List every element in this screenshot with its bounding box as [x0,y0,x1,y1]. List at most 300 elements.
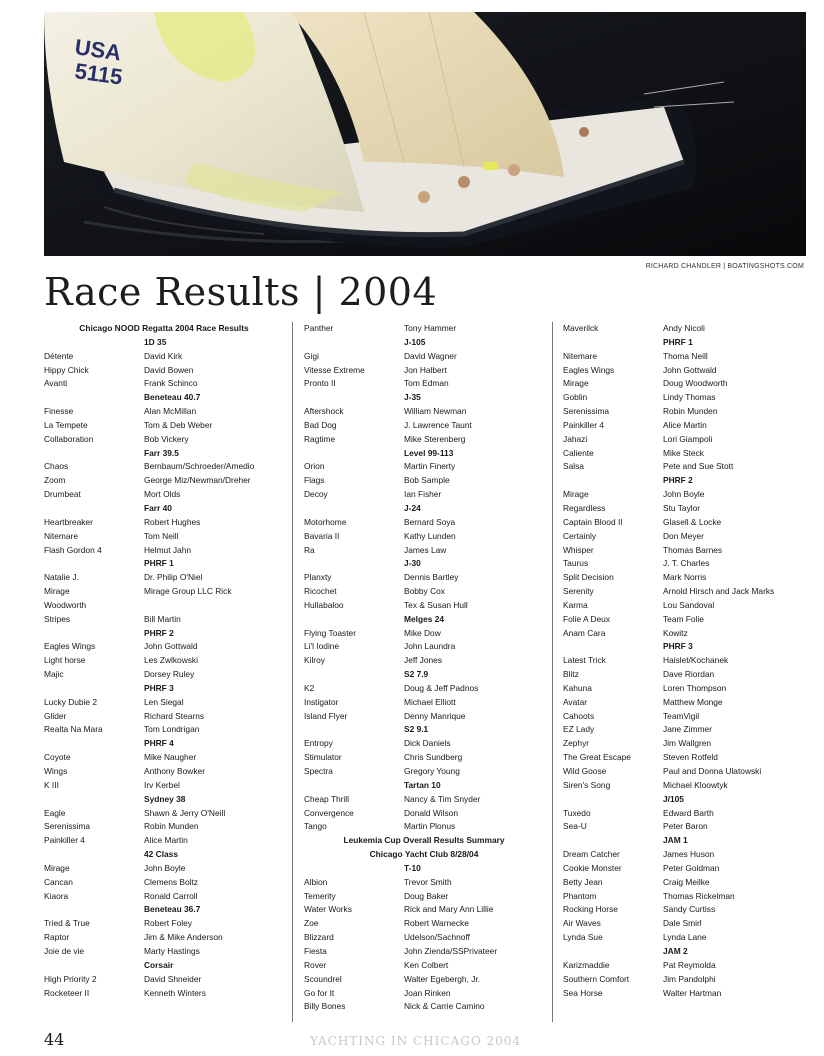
boat-name: Tuxedo [563,807,591,818]
skipper-name: Martin Finerty [404,461,456,472]
boat-name: Mirage [44,862,70,873]
skipper-name: John Gottwald [144,641,198,652]
skipper-name: Dr. Philip O'Niel [144,572,203,583]
class-heading: J-30 [404,558,421,569]
result-row [563,405,803,419]
result-row [563,862,803,876]
skipper-name: Kowitz [663,627,688,638]
skipper-name: Craig Meilke [663,876,710,887]
skipper-name: Bill Martin [144,613,181,624]
skipper-name: Denny Manrique [404,710,466,721]
boat-name: Captain Blood II [563,516,623,527]
skipper-name: Mike Naugher [144,752,197,763]
skipper-name: Haislet/Kochanek [663,655,729,666]
skipper-name: Team Folie [663,613,704,624]
skipper-name: Michael Elliott [404,696,456,707]
boat-name: Tango [304,821,327,832]
boat-name: Siren's Song [563,779,611,790]
result-row [563,557,803,571]
boat-name: High Priority 2 [44,973,97,984]
boat-name: Heartbreaker [44,516,93,527]
boat-name: Zoom [44,475,66,486]
result-row [44,696,284,710]
boat-name: Flags [304,475,325,486]
boat-name: Instigator [304,696,339,707]
result-row [304,876,544,890]
boat-name: Cahoots [563,710,595,721]
boat-name: Nitemare [44,530,78,541]
class-heading: JAM 2 [663,945,688,956]
result-row [563,903,803,917]
boat-name: Go for It [304,987,335,998]
class-heading: Beneteau 36.7 [144,904,201,915]
boat-name: Southern Comfort [563,973,630,984]
result-row [304,627,544,641]
class-heading: PHRF 3 [144,682,174,693]
boat-name: EZ Lady [563,724,595,735]
boat-name: Collaboration [44,433,94,444]
boat-name: Anam Cara [563,627,606,638]
skipper-name: Martin Plonus [404,821,456,832]
skipper-name: Lori Giampoli [663,433,713,444]
boat-name: Air Waves [563,918,601,929]
result-row [44,890,284,904]
column-divider [292,322,293,1022]
result-row [563,460,803,474]
result-row [44,931,284,945]
result-row [563,433,803,447]
skipper-name: Pete and Sue Stott [663,461,734,472]
result-row [44,377,284,391]
result-row [563,987,803,1001]
boat-name: Orion [304,461,325,472]
boat-name: Cheap Thrill [304,793,349,804]
skipper-name: Dick Daniels [404,738,451,749]
boat-name: Avatar [563,696,588,707]
boat-name: Mirage [563,378,589,389]
boat-name: Planxty [304,572,332,583]
result-row [44,917,284,931]
class-heading: Farr 40 [144,502,172,513]
skipper-name: Tony Hammer [404,323,457,333]
class-heading: Tartan 10 [404,779,441,790]
boat-name: Folie A Deux [563,613,611,624]
class-heading: Farr 39.5 [144,447,179,458]
boat-name: Natalie J. [44,572,79,583]
skipper-name: Mike Steck [663,447,704,458]
result-row [563,322,803,336]
boat-name: Chaos [44,461,69,472]
result-row [44,488,284,502]
page-title: Race Results | 2004 [44,270,438,314]
result-row [44,433,284,447]
skipper-name: Anthony Bowker [144,766,205,776]
skipper-name: Thoma Neill [663,350,708,361]
class-heading: S2 9.1 [404,724,429,735]
result-row [304,405,544,419]
result-row [563,488,803,502]
boat-name: La Tempete [44,419,88,430]
skipper-name: Bernard Soya [404,516,456,527]
result-row [563,502,803,516]
skipper-name: Robin Munden [663,406,718,417]
skipper-name: Steven Rotfeld [663,752,718,763]
result-row [304,973,544,987]
boat-name: Karma [563,599,588,610]
boat-name: Flash Gordon 4 [44,544,102,555]
boat-name: Regardless [563,502,606,513]
skipper-name: Dorsey Ruley [144,669,195,680]
boat-name: Fiesta [304,945,327,956]
boat-name: Motorhome [304,516,347,527]
skipper-name: Mirage Group LLC Rick [144,586,232,597]
skipper-name: Chris Sundberg [404,752,463,763]
boat-name: Lynda Sue [563,932,603,943]
skipper-name: J. T. Charles [663,558,710,569]
skipper-name: Dave Riordan [663,669,715,680]
result-row [44,419,284,433]
skipper-name: Nancy & Tim Snyder [404,793,481,804]
result-row [44,364,284,378]
result-row [44,807,284,821]
skipper-name: Robin Munden [144,821,199,832]
skipper-name: William Newman [404,406,467,417]
boat-name: Decoy [304,489,328,500]
result-row [304,433,544,447]
result-row [563,959,803,973]
boat-name: Serenissima [44,821,91,832]
boat-name: Painkiller 4 [563,419,604,430]
skipper-name: Stu Taylor [663,502,701,513]
result-row [44,544,284,558]
result-row [304,322,544,336]
result-row [304,654,544,668]
results-column-1 [44,322,284,1000]
boat-name: Flying Toaster [304,627,356,638]
skipper-name: John Zienda/SSPrivateer [404,945,498,956]
result-row [563,807,803,821]
result-row [304,820,544,834]
class-heading: Leukemia Cup Overall Results Summary [343,835,505,846]
boat-name: K III [44,779,59,790]
boat-name: Coyote [44,752,71,763]
result-row [563,627,803,641]
result-row [563,876,803,890]
result-row [44,820,284,834]
result-row [304,903,544,917]
result-row [304,599,544,613]
skipper-name: David Wagner [404,350,457,361]
boat-name: Caliente [563,447,594,458]
boat-name: Temerity [304,890,336,901]
boat-name: Latest Trick [563,655,606,666]
result-row [563,419,803,433]
boat-name: Maverilck [563,323,599,333]
boat-name: Eagles Wings [563,364,615,375]
skipper-name: Kenneth Winters [144,987,206,998]
boat-name: Kahuna [563,682,592,693]
sail-number-digits: 5115 [73,58,125,90]
boat-name: Ricochet [304,586,337,597]
class-heading: T-10 [404,862,421,873]
boat-name: Light horse [44,655,86,666]
result-row [304,544,544,558]
result-row [44,751,284,765]
result-row [304,931,544,945]
result-row [44,516,284,530]
boat-name: Majic [44,669,64,680]
skipper-name: Jon Halbert [404,364,447,375]
boat-name: Sea Horse [563,987,603,998]
skipper-name: Gregory Young [404,766,460,776]
class-heading: J/105 [663,793,684,804]
skipper-name: Jeff Jones [404,655,443,666]
class-heading: JAM 1 [663,835,688,846]
result-row [44,571,284,585]
result-row [44,654,284,668]
skipper-name: Edward Barth [663,807,714,818]
result-row [563,585,803,599]
result-row [44,668,284,682]
result-row [563,599,803,613]
result-row [563,447,803,461]
boat-name: Kiaora [44,890,69,901]
skipper-name: Paul and Donna Ulatowski [663,766,762,776]
boat-name: Painkiller 4 [44,835,85,846]
boat-name: Goblin [563,392,588,403]
skipper-name: Doug Woodworth [663,378,728,389]
result-row [44,876,284,890]
class-heading: Melges 24 [404,613,445,624]
result-row [44,723,284,737]
result-row [304,710,544,724]
class-heading: Sydney 38 [144,793,186,804]
result-row [44,474,284,488]
result-row [44,530,284,544]
boat-name: Hullabaloo [304,599,344,610]
result-row [304,682,544,696]
skipper-name: Ian Fisher [404,489,442,500]
skipper-name: David Shneider [144,973,202,984]
result-row [304,364,544,378]
skipper-name: Les Zwlkowski [144,655,198,666]
result-row [563,751,803,765]
skipper-name: Joan Rinken [404,987,451,998]
boat-name: Serenity [563,586,594,597]
sail-number-text: USA [73,34,123,66]
boat-name: Zoe [304,918,319,929]
skipper-name: Glasell & Locke [663,516,722,527]
result-row [44,945,284,959]
result-row [304,640,544,654]
class-heading: Level 99-113 [404,447,454,458]
skipper-name: Trevor Smith [404,876,452,887]
result-row [563,820,803,834]
result-row [304,474,544,488]
result-row [304,959,544,973]
skipper-name: Peter Baron [663,821,708,832]
skipper-name: Mort Olds [144,489,181,500]
skipper-name: Irv Kerbel [144,779,180,790]
boat-name: Karizmaddie [563,959,610,970]
class-heading: J-24 [404,502,421,513]
result-row [563,931,803,945]
boat-name: Vitesse Extreme [304,364,365,375]
boat-name: Bavaria II [304,530,340,541]
result-row [44,710,284,724]
result-row [44,973,284,987]
result-row [304,696,544,710]
class-heading: Corsair [144,959,174,970]
class-heading: PHRF 2 [663,475,693,486]
result-row [44,599,284,613]
result-row [563,377,803,391]
boat-name: The Great Escape [563,752,631,763]
skipper-name: Marty Hastings [144,945,200,956]
boat-name: Blizzard [304,932,334,943]
skipper-name: George Miz/Newman/Dreher [144,475,251,486]
result-row [304,807,544,821]
skipper-name: Alice Martin [144,835,188,846]
result-row [304,585,544,599]
skipper-name: Matthew Monge [663,696,723,707]
result-row [304,751,544,765]
boat-name: Gigi [304,350,319,361]
result-row [44,613,284,627]
result-row [304,516,544,530]
boat-name: Bad Dog [304,419,337,430]
publication-footer: YACHTING IN CHICAGO 2004 [310,1034,522,1048]
skipper-name [144,599,284,613]
skipper-name: Dennis Bartley [404,572,459,583]
boat-name: Glider [44,710,67,721]
skipper-name: Arnold Hirsch and Jack Marks [663,586,775,597]
skipper-name: J. Lawrence Taunt [404,419,472,430]
skipper-name: Shawn & Jerry O'Neill [144,807,226,818]
skipper-name: Doug Baker [404,890,449,901]
skipper-name: Walter Egebergh, Jr. [404,973,481,984]
boat-name: Sea-U [563,821,587,832]
boat-name: Cancan [44,876,73,887]
result-row [44,405,284,419]
class-heading: J-105 [404,336,426,347]
skipper-name: Tom Neill [144,530,179,541]
boat-name: Mirage [563,489,589,500]
result-row [304,419,544,433]
boat-name: Hippy Chick [44,364,89,375]
skipper-name: Ken Colbert [404,959,449,970]
result-row [563,364,803,378]
skipper-name: Len Siegal [144,696,184,707]
boat-name: Joie de vie [44,945,85,956]
skipper-name: Udelson/Sachnoff [404,932,470,943]
skipper-name: Rick and Mary Ann Lillie [404,904,494,915]
boat-name: Raptor [44,932,70,943]
class-heading: PHRF 2 [144,627,174,638]
boat-name: Tried & True [44,918,90,929]
skipper-name: Thomas Barnes [663,544,723,555]
result-row [44,460,284,474]
boat-name: Lucky Dubie 2 [44,696,98,707]
column-divider [552,322,553,1022]
boat-name: Li'l Iodine [304,641,340,652]
boat-name: Ra [304,544,315,555]
skipper-name: John Laundra [404,641,456,652]
class-heading: S2 7.9 [404,669,429,680]
skipper-name: Frank Schinco [144,378,198,389]
skipper-name: John Boyle [144,862,186,873]
result-row [563,779,803,793]
boat-name: Taurus [563,558,589,569]
result-row [304,571,544,585]
page-number: 44 [44,1030,65,1049]
skipper-name: Doug & Jeff Padnos [404,682,479,693]
result-row [44,350,284,364]
boat-name: Entropy [304,738,333,749]
result-row [304,917,544,931]
skipper-name: Robert Foley [144,918,192,929]
boat-name: Wings [44,766,68,776]
skipper-name: Bernbaum/Schroeder/Amedio [144,461,255,472]
boat-name: Rocking Horse [563,904,618,915]
skipper-name: Lou Sandoval [663,599,715,610]
skipper-name: Michael Kloowtyk [663,779,728,790]
sailboat-photo [44,12,806,256]
result-row [44,765,284,779]
boat-name: Billy Bones [304,1001,346,1012]
boat-name: Ragtime [304,433,336,444]
class-heading: PHRF 4 [144,738,174,749]
result-row [44,585,284,599]
boat-name: Phantom [563,890,597,901]
skipper-name: Sandy Curtiss [663,904,716,915]
skipper-name: Mike Dow [404,627,441,638]
class-heading: 42 Class [144,849,178,860]
boat-name: Drumbeat [44,489,81,500]
result-row [44,779,284,793]
skipper-name: Kathy Lunden [404,530,456,541]
boat-name: Salsa [563,461,584,472]
result-row [304,530,544,544]
skipper-name: Bob Vickery [144,433,189,444]
result-row [304,460,544,474]
results-column-3 [563,322,803,1000]
skipper-name: Jim Wallgren [663,738,712,749]
boat-name: Realta Na Mara [44,724,103,735]
result-row [563,723,803,737]
result-row [304,890,544,904]
results-column-2 [304,322,544,1014]
result-row [563,890,803,904]
boat-name: Finesse [44,406,74,417]
class-heading: J-35 [404,392,421,403]
photo-credit: RICHARD CHANDLER | BOATINGSHOTS.COM [645,263,804,270]
skipper-name: Richard Stearns [144,710,205,721]
boat-name: Convergence [304,807,354,818]
boat-name: Serenissima [563,406,610,417]
boat-name: Nitemare [563,350,597,361]
skipper-name: Mike Sterenberg [404,433,466,444]
boat-name: Eagles Wings [44,641,96,652]
boat-name: Stripes [44,613,71,624]
boat-name: Aftershock [304,406,344,417]
skipper-name: David Bowen [144,364,194,375]
skipper-name: James Huson [663,849,715,860]
boat-name: Rocketeer II [44,987,90,998]
skipper-name: TeamVigil [663,710,700,721]
boat-name: Whisper [563,544,594,555]
skipper-name: Mark Norris [663,572,707,583]
